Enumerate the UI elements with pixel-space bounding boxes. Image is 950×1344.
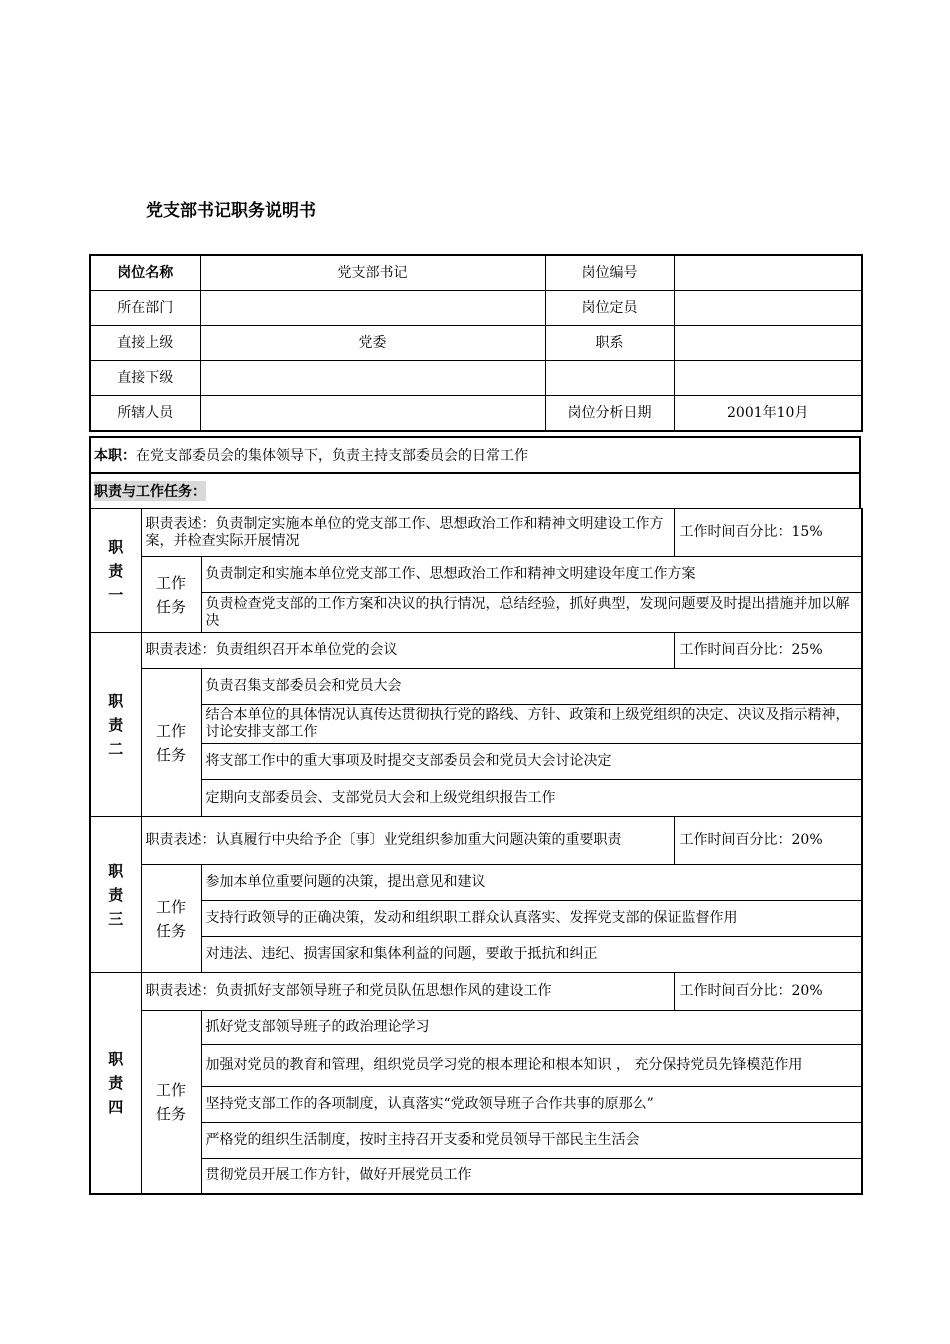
info-row xyxy=(90,361,862,396)
info-value xyxy=(674,326,862,361)
info-value xyxy=(200,361,545,396)
task-item: 负责召集支部委员会和党员大会 xyxy=(201,669,862,705)
info-row xyxy=(90,291,862,326)
duty-percent: 工作时间百分比：20% xyxy=(674,817,862,865)
duty-description-row xyxy=(90,973,862,1011)
info-value xyxy=(674,361,862,396)
task-item: 将支部工作中的重大事项及时提交支部委员会和党员大会讨论决定 xyxy=(201,744,862,780)
task-item: 负责检查党支部的工作方案和决议的执行情况，总结经验，抓好典型，发现问题要及时提出措施并加以解决 xyxy=(201,593,862,633)
task-row xyxy=(90,865,862,901)
mission-label: 本职： xyxy=(94,448,136,464)
document-title: 党支部书记职务说明书 xyxy=(146,201,316,221)
task-label: 工作 任务 xyxy=(141,557,201,633)
task-row xyxy=(90,1045,862,1087)
task-item: 对违法、违纪、损害国家和集体利益的问题，要敢于抵抗和纠正 xyxy=(201,937,862,973)
info-value: 党支部书记 xyxy=(200,255,545,291)
task-row xyxy=(90,1087,862,1123)
info-label: 岗位定员 xyxy=(545,291,674,326)
task-row xyxy=(90,937,862,973)
info-label: 岗位名称 xyxy=(90,255,200,291)
task-row xyxy=(90,1011,862,1045)
task-label: 工作 任务 xyxy=(141,669,201,817)
info-value xyxy=(674,291,862,326)
duty-name: 职 责 四 xyxy=(90,973,141,1194)
info-row xyxy=(90,326,862,361)
task-row xyxy=(90,1159,862,1194)
task-label: 工作 任务 xyxy=(141,865,201,973)
info-value: 党委 xyxy=(200,326,545,361)
task-row xyxy=(90,669,862,705)
duty-name: 职 责 二 xyxy=(90,633,141,817)
duty-description: 职责表述：负责抓好支部领导班子和党员队伍思想作风的建设工作 xyxy=(141,973,674,1011)
duty-percent: 工作时间百分比：15% xyxy=(674,509,862,557)
task-item: 加强对党员的教育和管理，组织党员学习党的根本理论和根本知识 ， 充分保持党员先锋模范作用 xyxy=(201,1045,862,1087)
task-item: 结合本单位的具体情况认真传达贯彻执行党的路线、方针、政策和上级党组织的决定、决议及指示精神，讨论安排支部工作 xyxy=(201,705,862,744)
task-row xyxy=(90,1123,862,1159)
info-label: 直接下级 xyxy=(90,361,200,396)
duty-description-row xyxy=(90,633,862,669)
duty-description-row xyxy=(90,509,862,557)
info-label: 所辖人员 xyxy=(90,396,200,432)
task-row xyxy=(90,705,862,744)
duty-name: 职 责 一 xyxy=(90,509,141,633)
task-row xyxy=(90,744,862,780)
info-label: 岗位分析日期 xyxy=(545,396,674,432)
task-item: 支持行政领导的正确决策，发动和组织职工群众认真落实、发挥党支部的保证监督作用 xyxy=(201,901,862,937)
mission-row xyxy=(89,436,861,472)
task-row xyxy=(90,901,862,937)
position-info-table xyxy=(89,254,863,432)
task-row xyxy=(90,780,862,817)
info-value: 2001年10月 xyxy=(674,396,862,432)
duty-description: 职责表述：负责组织召开本单位党的会议 xyxy=(141,633,674,669)
duties-table xyxy=(89,508,863,1195)
info-value xyxy=(200,396,545,432)
info-label: 岗位编号 xyxy=(545,255,674,291)
info-label: 直接上级 xyxy=(90,326,200,361)
task-item: 坚持党支部工作的各项制度，认真落实“党政领导班子合作共事的原那么” xyxy=(201,1087,862,1123)
duty-percent: 工作时间百分比：25% xyxy=(674,633,862,669)
duty-description: 职责表述：负责制定实施本单位的党支部工作、思想政治工作和精神文明建设工作方案，并检查实际开展情况 xyxy=(141,509,674,557)
info-label xyxy=(545,361,674,396)
task-item: 参加本单位重要问题的决策，提出意见和建议 xyxy=(201,865,862,901)
duties-header: 职责与工作任务： xyxy=(94,481,206,501)
duty-description-row xyxy=(90,817,862,865)
duties-header-row xyxy=(89,472,861,508)
duty-name: 职 责 三 xyxy=(90,817,141,973)
task-item: 负责制定和实施本单位党支部工作、思想政治工作和精神文明建设年度工作方案 xyxy=(201,557,862,593)
info-label: 所在部门 xyxy=(90,291,200,326)
task-item: 定期向支部委员会、支部党员大会和上级党组织报告工作 xyxy=(201,780,862,817)
info-value xyxy=(674,255,862,291)
duty-description: 职责表述：认真履行中央给予企〔事〕业党组织参加重大问题决策的重要职责 xyxy=(141,817,674,865)
info-row xyxy=(90,255,862,291)
task-item: 贯彻党员开展工作方针，做好开展党员工作 xyxy=(201,1159,862,1194)
task-row xyxy=(90,557,862,593)
task-label: 工作 任务 xyxy=(141,1011,201,1194)
info-value xyxy=(200,291,545,326)
mission-text: 在党支部委员会的集体领导下，负责主持支部委员会的日常工作 xyxy=(136,448,528,464)
task-item: 严格党的组织生活制度，按时主持召开支委和党员领导干部民主生活会 xyxy=(201,1123,862,1159)
info-row xyxy=(90,396,862,432)
task-item: 抓好党支部领导班子的政治理论学习 xyxy=(201,1011,862,1045)
duty-percent: 工作时间百分比：20% xyxy=(674,973,862,1011)
task-row xyxy=(90,593,862,633)
info-label: 职系 xyxy=(545,326,674,361)
